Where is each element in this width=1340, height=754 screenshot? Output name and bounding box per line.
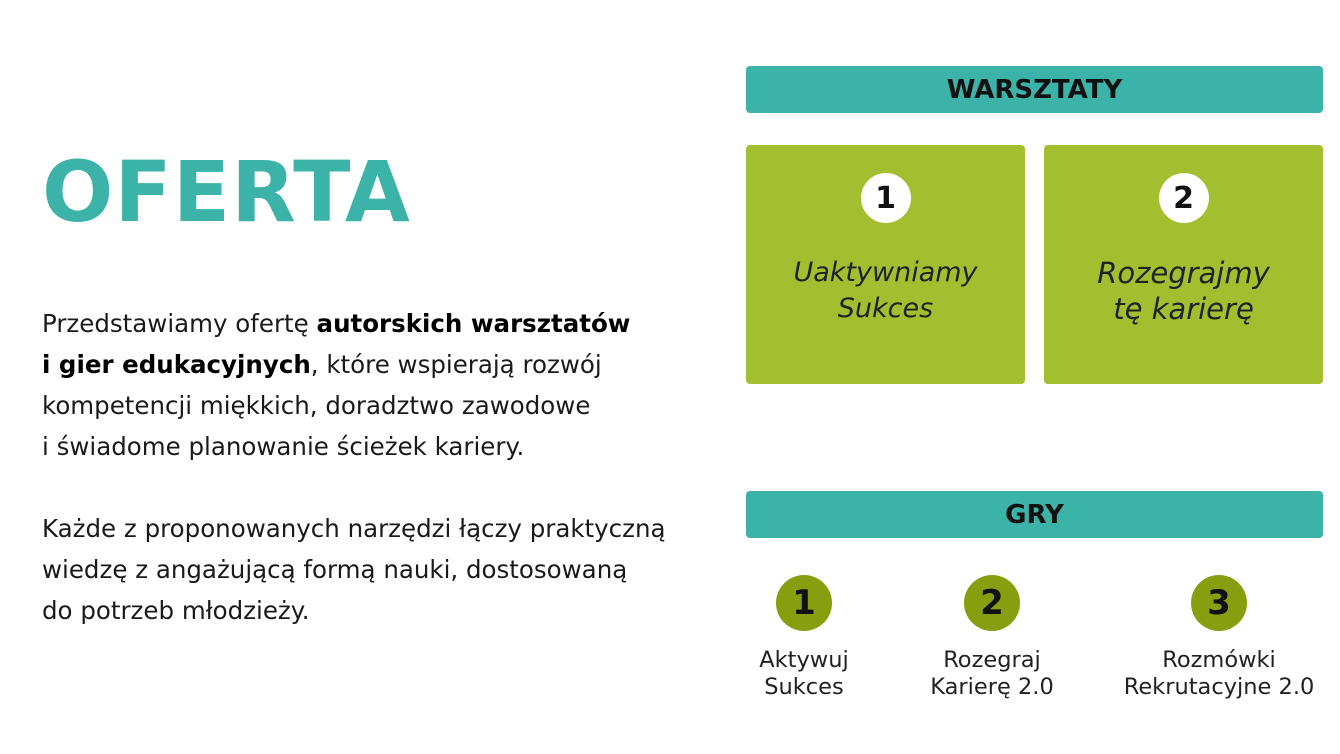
workshops-heading-bar [746,66,1323,113]
tools-paragraph [42,508,722,631]
workshop-card[interactable] [1044,145,1323,384]
intro-bold-games: i gier edukacyjnych [42,350,311,379]
games-heading-bar [746,491,1323,538]
intro-bold-workshops: autorskich warsztatów [316,309,631,338]
game-item[interactable] [872,575,1112,701]
game-item[interactable] [1099,575,1339,701]
intro-text: , które wspierają rozwój [310,350,602,379]
game-title: Rozmówki Rekrutacyjne 2.0 [1123,647,1315,700]
workshop-title: Rozegrajmy tę karierę [1097,256,1270,326]
intro-paragraph [42,303,722,467]
game-number: 1 [776,575,832,631]
game-title: Aktywuj Sukces [759,647,849,700]
games-heading: GRY [1005,499,1064,530]
workshop-number: 2 [1159,173,1209,223]
game-number: 3 [1191,575,1247,631]
workshops-heading: WARSZTATY [946,74,1123,105]
intro-text: kompetencji miękkich, doradztwo zawodowe [42,391,591,420]
intro-text: i świadome planowanie ścieżek kariery. [42,432,525,461]
game-title: Rozegraj Karierę 2.0 [930,647,1054,700]
workshop-number: 1 [861,173,911,223]
workshop-card[interactable] [746,145,1025,384]
game-number: 2 [964,575,1020,631]
intro-text: Przedstawiamy ofertę [42,309,317,338]
tools-text: Każde z proponowanych narzędzi łączy praktyczną [42,514,666,543]
workshop-title: Uaktywniamy Sukces [793,257,978,324]
tools-text: do potrzeb młodzieży. [42,596,310,625]
page-title: OFERTA [42,143,411,241]
tools-text: wiedzę z angażującą formą nauki, dostosowaną [42,555,628,584]
